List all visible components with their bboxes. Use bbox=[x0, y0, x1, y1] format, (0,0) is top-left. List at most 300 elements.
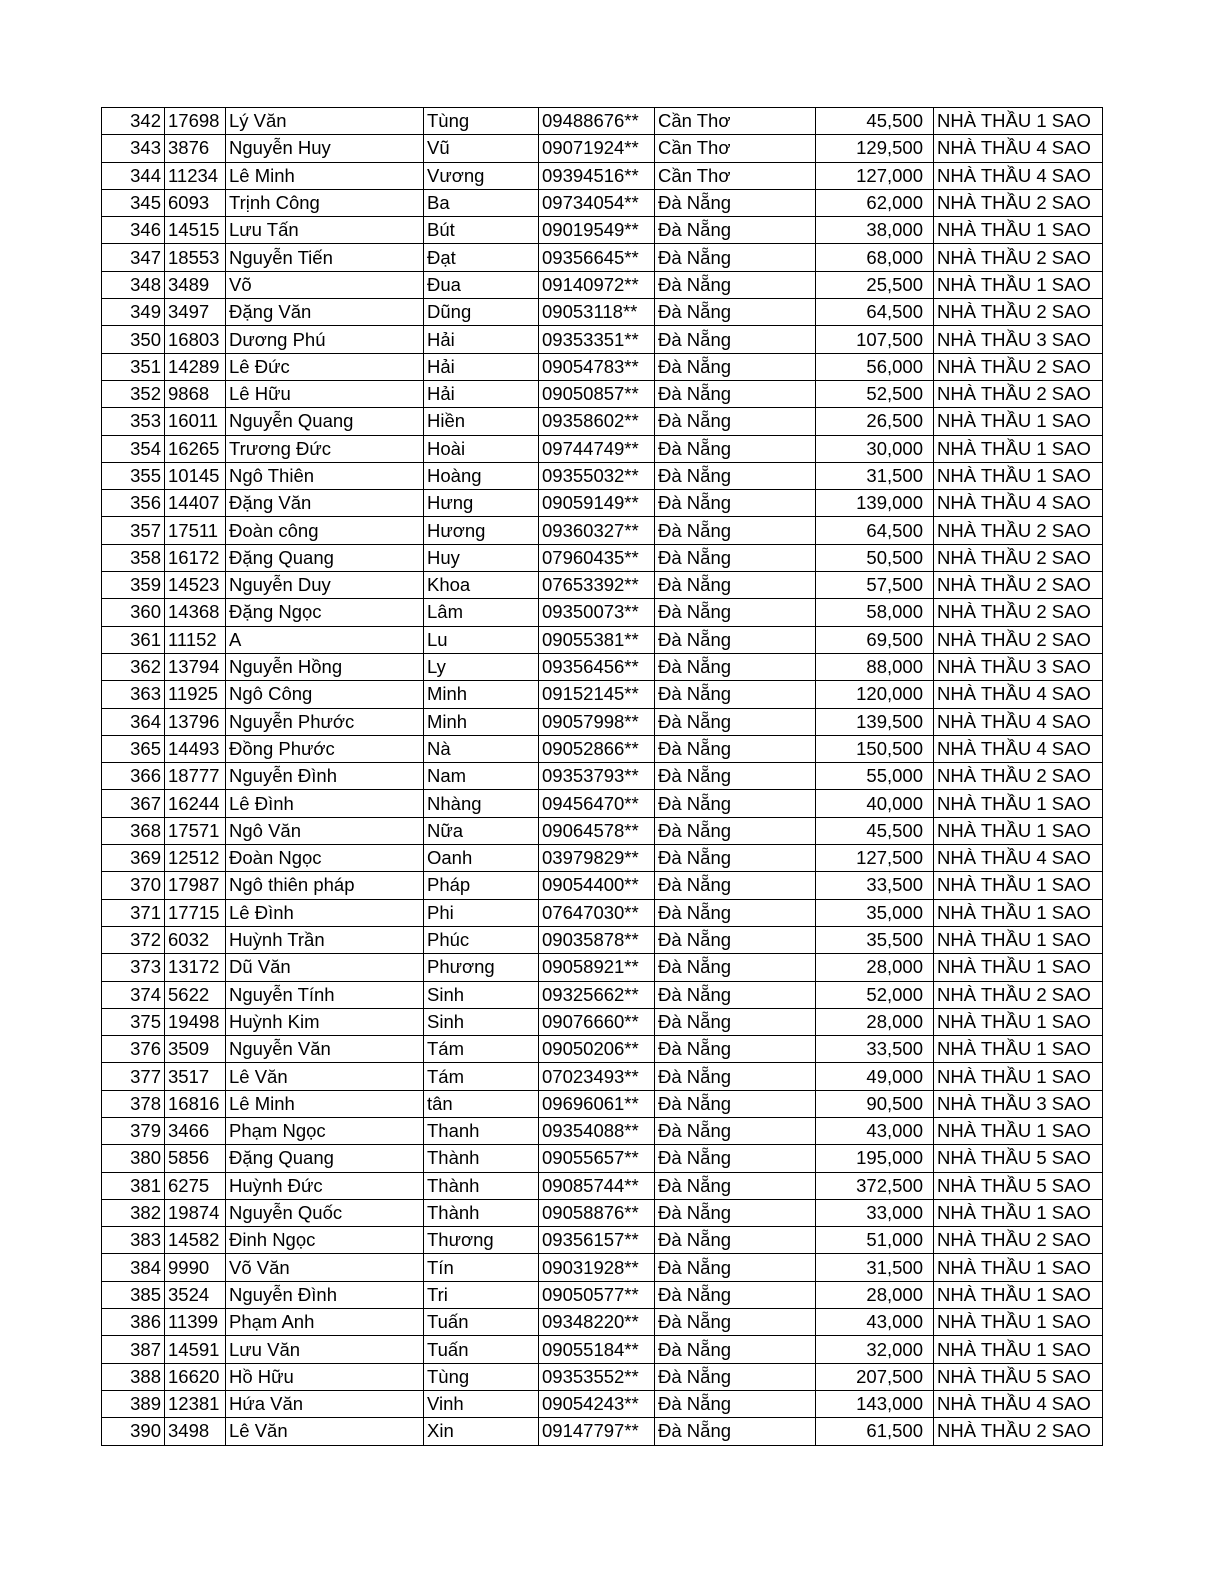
member-id-cell: 14493 bbox=[165, 735, 226, 762]
member-id-cell: 10145 bbox=[165, 462, 226, 489]
rank-cell: NHÀ THẦU 4 SAO bbox=[934, 162, 1103, 189]
city-cell: Đà Nẵng bbox=[655, 954, 816, 981]
table-row bbox=[102, 217, 1103, 244]
amount-cell: 61,500 bbox=[816, 1418, 934, 1445]
given-name-cell: Lâm bbox=[424, 599, 539, 626]
phone-cell: 09356157** bbox=[539, 1227, 655, 1254]
surname-cell: Lê Đình bbox=[226, 790, 424, 817]
given-name-cell: Tín bbox=[424, 1254, 539, 1281]
rank-cell: NHÀ THẦU 1 SAO bbox=[934, 1254, 1103, 1281]
city-cell: Đà Nẵng bbox=[655, 899, 816, 926]
row-number-cell: 388 bbox=[102, 1363, 165, 1390]
surname-cell: Trương Đức bbox=[226, 435, 424, 462]
given-name-cell: Hoài bbox=[424, 435, 539, 462]
phone-cell: 09353793** bbox=[539, 763, 655, 790]
member-id-cell: 6275 bbox=[165, 1172, 226, 1199]
table-row bbox=[102, 981, 1103, 1008]
phone-cell: 09055381** bbox=[539, 626, 655, 653]
phone-cell: 07960435** bbox=[539, 544, 655, 571]
surname-cell: Hứa Văn bbox=[226, 1390, 424, 1417]
row-number-cell: 358 bbox=[102, 544, 165, 571]
given-name-cell: Vinh bbox=[424, 1390, 539, 1417]
amount-cell: 38,000 bbox=[816, 217, 934, 244]
amount-cell: 143,000 bbox=[816, 1390, 934, 1417]
phone-cell: 09055657** bbox=[539, 1145, 655, 1172]
surname-cell: Lê Văn bbox=[226, 1063, 424, 1090]
row-number-cell: 389 bbox=[102, 1390, 165, 1417]
phone-cell: 09071924** bbox=[539, 135, 655, 162]
table-row bbox=[102, 1172, 1103, 1199]
row-number-cell: 385 bbox=[102, 1281, 165, 1308]
surname-cell: Nguyễn Đình bbox=[226, 1281, 424, 1308]
surname-cell: Nguyễn Huy bbox=[226, 135, 424, 162]
rank-cell: NHÀ THẦU 2 SAO bbox=[934, 244, 1103, 271]
city-cell: Đà Nẵng bbox=[655, 490, 816, 517]
rank-cell: NHÀ THẦU 3 SAO bbox=[934, 653, 1103, 680]
row-number-cell: 372 bbox=[102, 926, 165, 953]
amount-cell: 45,500 bbox=[816, 817, 934, 844]
given-name-cell: Nam bbox=[424, 763, 539, 790]
amount-cell: 28,000 bbox=[816, 954, 934, 981]
row-number-cell: 380 bbox=[102, 1145, 165, 1172]
table-row bbox=[102, 681, 1103, 708]
city-cell: Đà Nẵng bbox=[655, 462, 816, 489]
amount-cell: 51,000 bbox=[816, 1227, 934, 1254]
city-cell: Đà Nẵng bbox=[655, 1063, 816, 1090]
given-name-cell: Nà bbox=[424, 735, 539, 762]
row-number-cell: 377 bbox=[102, 1063, 165, 1090]
row-number-cell: 368 bbox=[102, 817, 165, 844]
city-cell: Đà Nẵng bbox=[655, 1254, 816, 1281]
given-name-cell: Phi bbox=[424, 899, 539, 926]
member-id-cell: 17698 bbox=[165, 108, 226, 135]
surname-cell: Nguyễn Duy bbox=[226, 572, 424, 599]
row-number-cell: 359 bbox=[102, 572, 165, 599]
table-row bbox=[102, 1008, 1103, 1035]
amount-cell: 57,500 bbox=[816, 572, 934, 599]
table-row bbox=[102, 1036, 1103, 1063]
table-row bbox=[102, 135, 1103, 162]
member-id-cell: 11399 bbox=[165, 1309, 226, 1336]
phone-cell: 09360327** bbox=[539, 517, 655, 544]
phone-cell: 09055184** bbox=[539, 1336, 655, 1363]
given-name-cell: Vũ bbox=[424, 135, 539, 162]
member-id-cell: 11234 bbox=[165, 162, 226, 189]
row-number-cell: 343 bbox=[102, 135, 165, 162]
rank-cell: NHÀ THẦU 2 SAO bbox=[934, 981, 1103, 1008]
member-id-cell: 3524 bbox=[165, 1281, 226, 1308]
rank-cell: NHÀ THẦU 1 SAO bbox=[934, 1036, 1103, 1063]
table-row bbox=[102, 353, 1103, 380]
member-id-cell: 3876 bbox=[165, 135, 226, 162]
city-cell: Đà Nẵng bbox=[655, 435, 816, 462]
table-row bbox=[102, 790, 1103, 817]
amount-cell: 49,000 bbox=[816, 1063, 934, 1090]
member-id-cell: 14582 bbox=[165, 1227, 226, 1254]
surname-cell: Huỳnh Đức bbox=[226, 1172, 424, 1199]
phone-cell: 09354088** bbox=[539, 1117, 655, 1144]
amount-cell: 62,000 bbox=[816, 189, 934, 216]
city-cell: Đà Nẵng bbox=[655, 599, 816, 626]
given-name-cell: Hải bbox=[424, 353, 539, 380]
rank-cell: NHÀ THẦU 2 SAO bbox=[934, 599, 1103, 626]
phone-cell: 09085744** bbox=[539, 1172, 655, 1199]
surname-cell: Nguyễn Quốc bbox=[226, 1199, 424, 1226]
table-row bbox=[102, 926, 1103, 953]
surname-cell: Đặng Ngọc bbox=[226, 599, 424, 626]
member-id-cell: 16011 bbox=[165, 408, 226, 435]
city-cell: Đà Nẵng bbox=[655, 926, 816, 953]
row-number-cell: 371 bbox=[102, 899, 165, 926]
row-number-cell: 361 bbox=[102, 626, 165, 653]
amount-cell: 45,500 bbox=[816, 108, 934, 135]
rank-cell: NHÀ THẦU 4 SAO bbox=[934, 490, 1103, 517]
table-row bbox=[102, 599, 1103, 626]
given-name-cell: Sinh bbox=[424, 981, 539, 1008]
table-row bbox=[102, 845, 1103, 872]
rank-cell: NHÀ THẦU 1 SAO bbox=[934, 1063, 1103, 1090]
table-row bbox=[102, 1063, 1103, 1090]
rank-cell: NHÀ THẦU 1 SAO bbox=[934, 435, 1103, 462]
amount-cell: 88,000 bbox=[816, 653, 934, 680]
table-row bbox=[102, 817, 1103, 844]
member-id-cell: 17987 bbox=[165, 872, 226, 899]
row-number-cell: 348 bbox=[102, 271, 165, 298]
member-id-cell: 16803 bbox=[165, 326, 226, 353]
phone-cell: 09052866** bbox=[539, 735, 655, 762]
city-cell: Đà Nẵng bbox=[655, 380, 816, 407]
member-id-cell: 14289 bbox=[165, 353, 226, 380]
city-cell: Đà Nẵng bbox=[655, 1172, 816, 1199]
phone-cell: 09744749** bbox=[539, 435, 655, 462]
rank-cell: NHÀ THẦU 2 SAO bbox=[934, 1227, 1103, 1254]
amount-cell: 120,000 bbox=[816, 681, 934, 708]
row-number-cell: 384 bbox=[102, 1254, 165, 1281]
city-cell: Đà Nẵng bbox=[655, 353, 816, 380]
given-name-cell: Hương bbox=[424, 517, 539, 544]
surname-cell: Đồng Phước bbox=[226, 735, 424, 762]
phone-cell: 07647030** bbox=[539, 899, 655, 926]
given-name-cell: Hải bbox=[424, 380, 539, 407]
given-name-cell: Khoa bbox=[424, 572, 539, 599]
rank-cell: NHÀ THẦU 1 SAO bbox=[934, 108, 1103, 135]
surname-cell: Đặng Quang bbox=[226, 1145, 424, 1172]
surname-cell: Phạm Ngọc bbox=[226, 1117, 424, 1144]
rank-cell: NHÀ THẦU 1 SAO bbox=[934, 790, 1103, 817]
row-number-cell: 366 bbox=[102, 763, 165, 790]
amount-cell: 90,500 bbox=[816, 1090, 934, 1117]
table-row bbox=[102, 162, 1103, 189]
city-cell: Đà Nẵng bbox=[655, 626, 816, 653]
surname-cell: Dũ Văn bbox=[226, 954, 424, 981]
table-row bbox=[102, 544, 1103, 571]
phone-cell: 09054243** bbox=[539, 1390, 655, 1417]
rank-cell: NHÀ THẦU 2 SAO bbox=[934, 572, 1103, 599]
table-row bbox=[102, 435, 1103, 462]
surname-cell: Lý Văn bbox=[226, 108, 424, 135]
city-cell: Đà Nẵng bbox=[655, 544, 816, 571]
phone-cell: 09058921** bbox=[539, 954, 655, 981]
rank-cell: NHÀ THẦU 3 SAO bbox=[934, 1090, 1103, 1117]
city-cell: Đà Nẵng bbox=[655, 1199, 816, 1226]
surname-cell: Lê Minh bbox=[226, 1090, 424, 1117]
row-number-cell: 360 bbox=[102, 599, 165, 626]
city-cell: Đà Nẵng bbox=[655, 708, 816, 735]
surname-cell: Lê Minh bbox=[226, 162, 424, 189]
row-number-cell: 374 bbox=[102, 981, 165, 1008]
member-id-cell: 17715 bbox=[165, 899, 226, 926]
given-name-cell: Hải bbox=[424, 326, 539, 353]
given-name-cell: Minh bbox=[424, 681, 539, 708]
table-body bbox=[102, 108, 1103, 1446]
given-name-cell: Phúc bbox=[424, 926, 539, 953]
member-id-cell: 17511 bbox=[165, 517, 226, 544]
surname-cell: Đặng Văn bbox=[226, 299, 424, 326]
rank-cell: NHÀ THẦU 5 SAO bbox=[934, 1145, 1103, 1172]
row-number-cell: 381 bbox=[102, 1172, 165, 1199]
given-name-cell: Thành bbox=[424, 1172, 539, 1199]
surname-cell: Ngô Văn bbox=[226, 817, 424, 844]
table-row bbox=[102, 244, 1103, 271]
table-row bbox=[102, 1281, 1103, 1308]
member-id-cell: 6093 bbox=[165, 189, 226, 216]
amount-cell: 31,500 bbox=[816, 462, 934, 489]
member-id-cell: 16620 bbox=[165, 1363, 226, 1390]
rank-cell: NHÀ THẦU 2 SAO bbox=[934, 1418, 1103, 1445]
amount-cell: 35,500 bbox=[816, 926, 934, 953]
city-cell: Cần Thơ bbox=[655, 135, 816, 162]
given-name-cell: Hưng bbox=[424, 490, 539, 517]
amount-cell: 43,000 bbox=[816, 1117, 934, 1144]
phone-cell: 09353351** bbox=[539, 326, 655, 353]
city-cell: Đà Nẵng bbox=[655, 790, 816, 817]
member-id-cell: 14591 bbox=[165, 1336, 226, 1363]
given-name-cell: Vương bbox=[424, 162, 539, 189]
table-row bbox=[102, 189, 1103, 216]
member-id-cell: 11152 bbox=[165, 626, 226, 653]
phone-cell: 09734054** bbox=[539, 189, 655, 216]
city-cell: Cần Thơ bbox=[655, 108, 816, 135]
surname-cell: Đinh Ngọc bbox=[226, 1227, 424, 1254]
given-name-cell: Thương bbox=[424, 1227, 539, 1254]
rank-cell: NHÀ THẦU 1 SAO bbox=[934, 926, 1103, 953]
rank-cell: NHÀ THẦU 1 SAO bbox=[934, 1008, 1103, 1035]
table-row bbox=[102, 1145, 1103, 1172]
given-name-cell: Hiền bbox=[424, 408, 539, 435]
rank-cell: NHÀ THẦU 1 SAO bbox=[934, 271, 1103, 298]
member-id-cell: 14523 bbox=[165, 572, 226, 599]
phone-cell: 09050206** bbox=[539, 1036, 655, 1063]
member-id-cell: 3498 bbox=[165, 1418, 226, 1445]
rank-cell: NHÀ THẦU 2 SAO bbox=[934, 353, 1103, 380]
member-id-cell: 5856 bbox=[165, 1145, 226, 1172]
surname-cell: Nguyễn Tính bbox=[226, 981, 424, 1008]
city-cell: Đà Nẵng bbox=[655, 1363, 816, 1390]
phone-cell: 09152145** bbox=[539, 681, 655, 708]
phone-cell: 09053118** bbox=[539, 299, 655, 326]
surname-cell: Lưu Tấn bbox=[226, 217, 424, 244]
phone-cell: 09488676** bbox=[539, 108, 655, 135]
table-row bbox=[102, 626, 1103, 653]
row-number-cell: 390 bbox=[102, 1418, 165, 1445]
member-id-cell: 9990 bbox=[165, 1254, 226, 1281]
amount-cell: 372,500 bbox=[816, 1172, 934, 1199]
table-row bbox=[102, 490, 1103, 517]
amount-cell: 50,500 bbox=[816, 544, 934, 571]
table-row bbox=[102, 1390, 1103, 1417]
phone-cell: 09054783** bbox=[539, 353, 655, 380]
row-number-cell: 387 bbox=[102, 1336, 165, 1363]
rank-cell: NHÀ THẦU 1 SAO bbox=[934, 1336, 1103, 1363]
phone-cell: 07653392** bbox=[539, 572, 655, 599]
rank-cell: NHÀ THẦU 4 SAO bbox=[934, 681, 1103, 708]
table-row bbox=[102, 299, 1103, 326]
amount-cell: 68,000 bbox=[816, 244, 934, 271]
row-number-cell: 357 bbox=[102, 517, 165, 544]
rank-cell: NHÀ THẦU 4 SAO bbox=[934, 708, 1103, 735]
given-name-cell: Hoàng bbox=[424, 462, 539, 489]
city-cell: Đà Nẵng bbox=[655, 1145, 816, 1172]
given-name-cell: Oanh bbox=[424, 845, 539, 872]
phone-cell: 03979829** bbox=[539, 845, 655, 872]
surname-cell: Huỳnh Trần bbox=[226, 926, 424, 953]
row-number-cell: 345 bbox=[102, 189, 165, 216]
city-cell: Đà Nẵng bbox=[655, 735, 816, 762]
city-cell: Đà Nẵng bbox=[655, 1117, 816, 1144]
table-row bbox=[102, 1227, 1103, 1254]
row-number-cell: 373 bbox=[102, 954, 165, 981]
phone-cell: 09356456** bbox=[539, 653, 655, 680]
city-cell: Đà Nẵng bbox=[655, 817, 816, 844]
given-name-cell: Đạt bbox=[424, 244, 539, 271]
row-number-cell: 369 bbox=[102, 845, 165, 872]
amount-cell: 30,000 bbox=[816, 435, 934, 462]
city-cell: Đà Nẵng bbox=[655, 189, 816, 216]
rank-cell: NHÀ THẦU 1 SAO bbox=[934, 817, 1103, 844]
phone-cell: 09353552** bbox=[539, 1363, 655, 1390]
amount-cell: 33,500 bbox=[816, 872, 934, 899]
surname-cell: Võ Văn bbox=[226, 1254, 424, 1281]
member-id-cell: 16244 bbox=[165, 790, 226, 817]
given-name-cell: Bút bbox=[424, 217, 539, 244]
row-number-cell: 346 bbox=[102, 217, 165, 244]
given-name-cell: Tùng bbox=[424, 108, 539, 135]
amount-cell: 139,000 bbox=[816, 490, 934, 517]
row-number-cell: 367 bbox=[102, 790, 165, 817]
given-name-cell: Thanh bbox=[424, 1117, 539, 1144]
rank-cell: NHÀ THẦU 4 SAO bbox=[934, 135, 1103, 162]
row-number-cell: 378 bbox=[102, 1090, 165, 1117]
member-id-cell: 11925 bbox=[165, 681, 226, 708]
amount-cell: 195,000 bbox=[816, 1145, 934, 1172]
amount-cell: 64,500 bbox=[816, 517, 934, 544]
given-name-cell: Phương bbox=[424, 954, 539, 981]
city-cell: Đà Nẵng bbox=[655, 1309, 816, 1336]
given-name-cell: Ly bbox=[424, 653, 539, 680]
surname-cell: Lê Hữu bbox=[226, 380, 424, 407]
member-id-cell: 14515 bbox=[165, 217, 226, 244]
row-number-cell: 344 bbox=[102, 162, 165, 189]
phone-cell: 09076660** bbox=[539, 1008, 655, 1035]
rank-cell: NHÀ THẦU 1 SAO bbox=[934, 872, 1103, 899]
rank-cell: NHÀ THẦU 1 SAO bbox=[934, 217, 1103, 244]
rank-cell: NHÀ THẦU 1 SAO bbox=[934, 462, 1103, 489]
phone-cell: 07023493** bbox=[539, 1063, 655, 1090]
table-row bbox=[102, 326, 1103, 353]
surname-cell: Đặng Quang bbox=[226, 544, 424, 571]
city-cell: Đà Nẵng bbox=[655, 1090, 816, 1117]
given-name-cell: Nhàng bbox=[424, 790, 539, 817]
phone-cell: 09054400** bbox=[539, 872, 655, 899]
surname-cell: Phạm Anh bbox=[226, 1309, 424, 1336]
member-id-cell: 19874 bbox=[165, 1199, 226, 1226]
member-id-cell: 14407 bbox=[165, 490, 226, 517]
member-id-cell: 16265 bbox=[165, 435, 226, 462]
surname-cell: Hồ Hữu bbox=[226, 1363, 424, 1390]
amount-cell: 55,000 bbox=[816, 763, 934, 790]
surname-cell: Võ bbox=[226, 271, 424, 298]
table-row bbox=[102, 517, 1103, 544]
surname-cell: Lưu Văn bbox=[226, 1336, 424, 1363]
amount-cell: 33,500 bbox=[816, 1036, 934, 1063]
given-name-cell: Nữa bbox=[424, 817, 539, 844]
table-row bbox=[102, 271, 1103, 298]
city-cell: Đà Nẵng bbox=[655, 408, 816, 435]
city-cell: Đà Nẵng bbox=[655, 1036, 816, 1063]
member-id-cell: 12381 bbox=[165, 1390, 226, 1417]
row-number-cell: 355 bbox=[102, 462, 165, 489]
table-row bbox=[102, 1254, 1103, 1281]
member-id-cell: 16816 bbox=[165, 1090, 226, 1117]
row-number-cell: 364 bbox=[102, 708, 165, 735]
row-number-cell: 365 bbox=[102, 735, 165, 762]
row-number-cell: 352 bbox=[102, 380, 165, 407]
given-name-cell: Sinh bbox=[424, 1008, 539, 1035]
phone-cell: 09064578** bbox=[539, 817, 655, 844]
row-number-cell: 356 bbox=[102, 490, 165, 517]
row-number-cell: 350 bbox=[102, 326, 165, 353]
city-cell: Đà Nẵng bbox=[655, 299, 816, 326]
table-row bbox=[102, 872, 1103, 899]
member-id-cell: 13796 bbox=[165, 708, 226, 735]
surname-cell: Lê Văn bbox=[226, 1418, 424, 1445]
rank-cell: NHÀ THẦU 1 SAO bbox=[934, 1281, 1103, 1308]
member-id-cell: 18553 bbox=[165, 244, 226, 271]
table-row bbox=[102, 1363, 1103, 1390]
member-id-cell: 5622 bbox=[165, 981, 226, 1008]
given-name-cell: Huy bbox=[424, 544, 539, 571]
member-id-cell: 17571 bbox=[165, 817, 226, 844]
amount-cell: 32,000 bbox=[816, 1336, 934, 1363]
table-row bbox=[102, 899, 1103, 926]
city-cell: Đà Nẵng bbox=[655, 872, 816, 899]
rank-cell: NHÀ THẦU 5 SAO bbox=[934, 1172, 1103, 1199]
given-name-cell: Tuấn bbox=[424, 1309, 539, 1336]
table-row bbox=[102, 1090, 1103, 1117]
city-cell: Đà Nẵng bbox=[655, 244, 816, 271]
city-cell: Đà Nẵng bbox=[655, 763, 816, 790]
table-row bbox=[102, 1117, 1103, 1144]
phone-cell: 09019549** bbox=[539, 217, 655, 244]
amount-cell: 150,500 bbox=[816, 735, 934, 762]
city-cell: Đà Nẵng bbox=[655, 1227, 816, 1254]
surname-cell: Đoàn công bbox=[226, 517, 424, 544]
given-name-cell: Minh bbox=[424, 708, 539, 735]
rank-cell: NHÀ THẦU 4 SAO bbox=[934, 845, 1103, 872]
surname-cell: Nguyễn Đình bbox=[226, 763, 424, 790]
city-cell: Đà Nẵng bbox=[655, 217, 816, 244]
surname-cell: Nguyễn Hồng bbox=[226, 653, 424, 680]
